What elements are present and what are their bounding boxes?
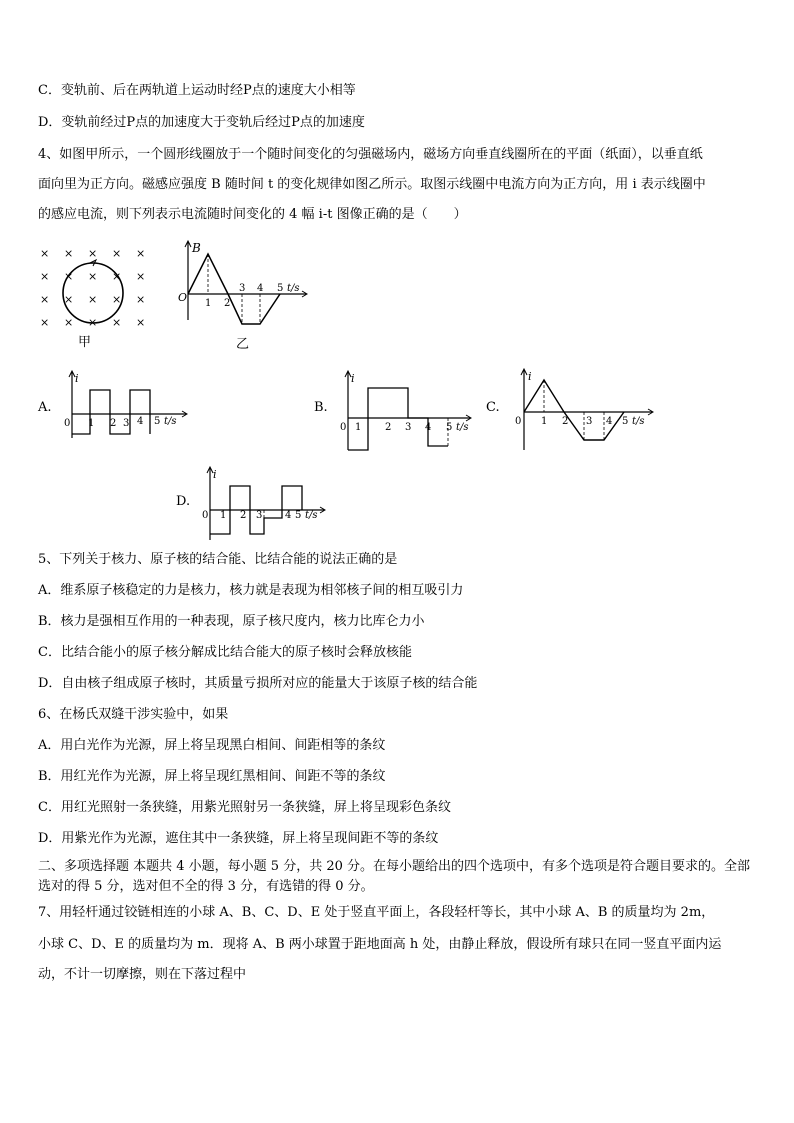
q4-stem-line-1: 4、如图甲所示，一个圆形线圈放于一个随时间变化的匀强磁场内，磁场方向垂直线圈所在的平面（纸面），以垂直纸 <box>38 147 703 162</box>
t-axis-label: t/s <box>287 283 300 294</box>
i-curve <box>348 388 448 450</box>
t-axis-label: t/s <box>456 422 469 433</box>
tick-label: 3 <box>586 416 593 427</box>
option-b-label: B. <box>314 400 328 415</box>
cross: × <box>40 270 50 283</box>
tick-label: 4 <box>137 416 144 427</box>
q3-option-c: C．变轨前、后在两轨道上运动时经P点的速度大小相等 <box>38 83 356 98</box>
figure-yi <box>176 240 316 352</box>
q4-stem-line-3: 的感应电流，则下列表示电流随时间变化的 4 幅 i-t 图像正确的是（ ） <box>38 207 467 222</box>
tick-label: 3 <box>239 283 246 294</box>
q7-stem-line-3: 动，不计一切摩擦，则在下落过程中 <box>38 967 247 982</box>
cross: × <box>40 316 50 329</box>
cross: × <box>40 293 50 306</box>
cross: × <box>112 293 122 306</box>
q3-option-d: D．变轨前经过P点的加速度大于变轨后经过P点的加速度 <box>38 115 365 130</box>
tick-label: 1 <box>88 418 95 429</box>
tick-label: 5 <box>154 416 161 427</box>
t-axis-label: t/s <box>632 416 645 427</box>
option-a-graph <box>62 368 192 442</box>
i-axis-label: i <box>213 468 217 481</box>
origin-label: 0 <box>515 416 522 427</box>
option-a-label: A. <box>38 400 52 415</box>
field-crosses <box>40 247 145 329</box>
cross: × <box>136 247 146 260</box>
tick-label: 1 <box>205 298 212 309</box>
q7-stem-line-2: 小球 C、D、E 的质量均为 m．现将 A、B 两小球置于距地面高 h 处，由静止释放，假设所有球只在同一竖直平面内运 <box>38 937 722 952</box>
q5-option-d: D．自由核子组成原子核时，其质量亏损所对应的能量大于该原子核的结合能 <box>38 676 478 691</box>
q7-stem-line-1: 7、用轻杆通过铰链相连的小球 A、B、C、D、E 处于竖直平面上，各段轻杆等长，其中小球 A、B 的质量均为 2m， <box>38 905 715 920</box>
caption-yi: 乙 <box>236 337 250 352</box>
section-2-heading: 二、多项选择题 本题共 4 小题，每小题 5 分，共 20 分。在每小题给出的四个选项中，有多个选项是符合题目要求的。全部选对的得 5 分，选对但不全的得 3 分，有选错的得 0 分。 <box>38 859 751 894</box>
q5-option-a: A．维系原子核稳定的力是核力，核力就是表现为相邻核子间的相互吸引力 <box>38 583 464 598</box>
option-d-graph <box>200 464 330 542</box>
origin-label: 0 <box>64 418 71 429</box>
q6-stem: 6、在杨氏双缝干涉实验中，如果 <box>38 707 229 722</box>
cross: × <box>136 293 146 306</box>
tick-label: 3 <box>256 510 263 521</box>
q6-option-a: A．用白光作为光源，屏上将呈现黑白相间、间距相等的条纹 <box>38 738 386 753</box>
b-curve <box>188 254 280 324</box>
q6-option-b: B．用红光作为光源，屏上将呈现红黑相间、间距不等的条纹 <box>38 769 386 784</box>
tick-label: 4 <box>425 422 432 433</box>
cross: × <box>112 270 122 283</box>
cross: × <box>64 247 74 260</box>
tick-label: 1 <box>541 416 548 427</box>
q5-stem: 5、下列关于核力、原子核的结合能、比结合能的说法正确的是 <box>38 552 398 567</box>
option-d-label: D. <box>176 494 191 509</box>
i-axis-label: i <box>75 372 79 385</box>
cross: × <box>136 270 146 283</box>
origin-label: O <box>178 291 188 304</box>
tick-label: 4 <box>285 510 292 521</box>
origin-label: 0 <box>340 422 347 433</box>
origin-label: 0 <box>202 510 209 521</box>
t-axis-label: t/s <box>305 510 318 521</box>
cross: × <box>64 316 74 329</box>
cross: × <box>88 270 98 283</box>
caption-jia: 甲 <box>78 335 92 350</box>
tick-label: 2 <box>562 416 569 427</box>
tick-label: 3 <box>405 422 412 433</box>
cross: × <box>88 316 98 329</box>
cross: × <box>112 247 122 260</box>
tick-label: 5 <box>622 416 629 427</box>
i-curve <box>524 380 624 440</box>
q6-option-d: D．用紫光作为光源，遮住其中一条狭缝，屏上将呈现间距不等的条纹 <box>38 831 439 846</box>
tick-label: 5 <box>446 422 453 433</box>
q6-option-c: C．用红光照射一条狭缝，用紫光照射另一条狭缝，屏上将呈现彩色条纹 <box>38 800 451 815</box>
figure-jia <box>36 240 156 350</box>
tick-label: 5 <box>277 283 284 294</box>
t-axis-label: t/s <box>164 416 177 427</box>
tick-label: 3 <box>123 418 130 429</box>
tick-label: 2 <box>110 418 117 429</box>
tick-label: 2 <box>240 510 247 521</box>
cross: × <box>112 316 122 329</box>
cross: × <box>88 247 98 260</box>
option-c-label: C. <box>486 400 500 415</box>
cross: × <box>136 316 146 329</box>
option-b-graph <box>338 368 478 454</box>
cross: × <box>64 293 74 306</box>
q4-stem-line-2: 面向里为正方向。磁感应强度 B 随时间 t 的变化规律如图乙所示。取图示线圈中电流方向为正方向，用 i 表示线圈中 <box>38 177 706 192</box>
i-axis-label: i <box>528 370 532 383</box>
cross: × <box>40 247 50 260</box>
tick-label: 4 <box>257 283 264 294</box>
i-axis-label: i <box>351 372 355 385</box>
q5-option-b: B．核力是强相互作用的一种表现，原子核尺度内，核力比库仑力小 <box>38 614 425 629</box>
q5-option-c: C．比结合能小的原子核分解成比结合能大的原子核时会释放核能 <box>38 645 412 660</box>
cross: × <box>64 270 74 283</box>
tick-label: 5 <box>295 510 302 521</box>
tick-label: 2 <box>224 298 231 309</box>
option-c-graph <box>512 366 662 454</box>
tick-label: 1 <box>355 422 362 433</box>
cross: × <box>88 293 98 306</box>
tick-label: 1 <box>220 510 227 521</box>
b-axis-label: B <box>192 241 201 255</box>
tick-label: 4 <box>606 416 613 427</box>
tick-label: 2 <box>385 422 392 433</box>
